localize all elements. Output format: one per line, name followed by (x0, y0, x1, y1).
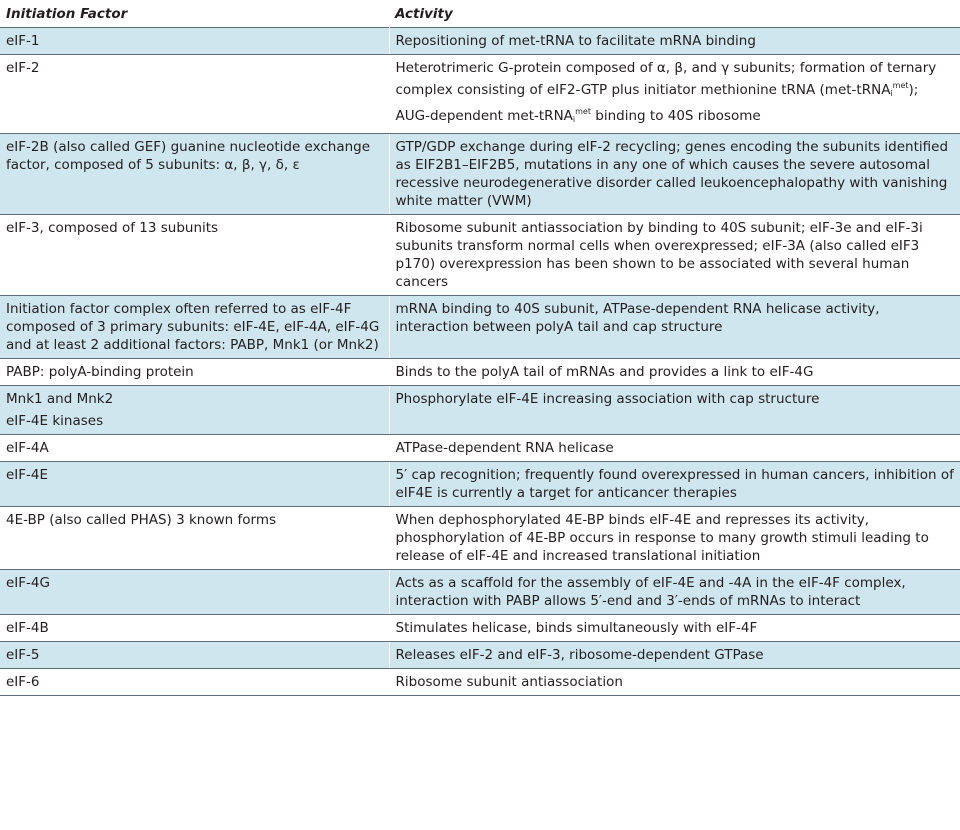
table-row (0, 669, 960, 696)
table-row (0, 507, 960, 570)
factor-cell: eIF-4B (0, 615, 389, 642)
activity-cell: GTP/GDP exchange during eIF-2 recycling; genes encoding the subunits identified as EIF2B1–EIF2B5, mutations in any one of which causes the severe autosomal recessive neurodegenerative disorder called leukoencephalopathy with vanishing white matter (VWM) (389, 134, 960, 215)
table-row (0, 615, 960, 642)
activity-cell: Phosphorylate eIF-4E increasing association with cap structure (389, 386, 960, 435)
table-row (0, 359, 960, 386)
factor-cell: 4E-BP (also called PHAS) 3 known forms (0, 507, 389, 570)
factor-cell: PABP: polyA-binding protein (0, 359, 389, 386)
table-row (0, 134, 960, 215)
table-row (0, 215, 960, 296)
activity-text: Heterotrimeric G-protein composed of α, β, and γ subunits; formation of ternary complex consisting of eIF2-GTP plus initiator methionine tRNA (met-tRNA (395, 60, 937, 98)
activity-cell: Releases eIF-2 and eIF-3, ribosome-dependent GTPase (389, 642, 960, 669)
subscript: i (890, 89, 893, 98)
factor-text-line2: eIF-4E kinases (6, 413, 104, 429)
activity-text: ); AUG-dependent met-tRNA (395, 82, 919, 124)
factor-cell: Initiation factor complex often referred to as eIF-4F composed of 3 primary subunits: eIF-4E, eIF-4A, eIF-4G and at least 2 additional factors: PABP, Mnk1 (or Mnk2) (0, 296, 389, 359)
factor-cell: eIF-4E (0, 462, 389, 507)
factor-cell (0, 386, 389, 435)
activity-cell: Ribosome subunit antiassociation by binding to 40S subunit; eIF-3e and eIF-3i subunits transform normal cells when overexpressed; eIF-3A (also called eIF3 p170) overexpression has been shown to be associated with several human cancers (389, 215, 960, 296)
activity-text: binding to 40S ribosome (591, 108, 761, 124)
activity-cell (389, 55, 960, 134)
column-header-activity: Activity (389, 0, 960, 28)
factor-cell: eIF-4A (0, 435, 389, 462)
superscript: met (892, 81, 909, 90)
table-row (0, 570, 960, 615)
column-header-factor: Initiation Factor (0, 0, 389, 28)
factor-cell: eIF-3, composed of 13 subunits (0, 215, 389, 296)
table-row (0, 435, 960, 462)
subscript: i (572, 115, 576, 124)
table-row (0, 28, 960, 55)
table-row (0, 296, 960, 359)
factor-cell: eIF-2 (0, 55, 389, 134)
table-row (0, 55, 960, 134)
activity-cell: When dephosphorylated 4E-BP binds eIF-4E and represses its activity, phosphorylation of 4E-BP occurs in response to many growth stimuli leading to release of eIF-4E and increased translational initiation (389, 507, 960, 570)
table-row (0, 642, 960, 669)
factor-cell: eIF-1 (0, 28, 389, 55)
activity-cell: 5′ cap recognition; frequently found overexpressed in human cancers, inhibition of eIF4E is currently a target for anticancer therapies (389, 462, 960, 507)
factor-cell: eIF-4G (0, 570, 389, 615)
table-row (0, 462, 960, 507)
superscript: met (575, 107, 591, 116)
factor-cell: eIF-5 (0, 642, 389, 669)
activity-cell: Repositioning of met-tRNA to facilitate mRNA binding (389, 28, 960, 55)
factor-cell: eIF-2B (also called GEF) guanine nucleotide exchange factor, composed of 5 subunits: α, β, γ, δ, ε (0, 134, 389, 215)
activity-cell: Binds to the polyA tail of mRNAs and provides a link to eIF-4G (389, 359, 960, 386)
factor-cell: eIF-6 (0, 669, 389, 696)
table-row (0, 386, 960, 435)
factor-text: Mnk1 and Mnk2 (6, 391, 114, 407)
activity-cell: Acts as a scaffold for the assembly of eIF-4E and -4A in the eIF-4F complex, interaction with PABP allows 5′-end and 3′-ends of mRNAs to interact (389, 570, 960, 615)
table-header-row (0, 0, 960, 28)
activity-cell: ATPase-dependent RNA helicase (389, 435, 960, 462)
activity-cell: Ribosome subunit antiassociation (389, 669, 960, 696)
activity-cell: mRNA binding to 40S subunit, ATPase-dependent RNA helicase activity, interaction between polyA tail and cap structure (389, 296, 960, 359)
activity-cell: Stimulates helicase, binds simultaneously with eIF-4F (389, 615, 960, 642)
